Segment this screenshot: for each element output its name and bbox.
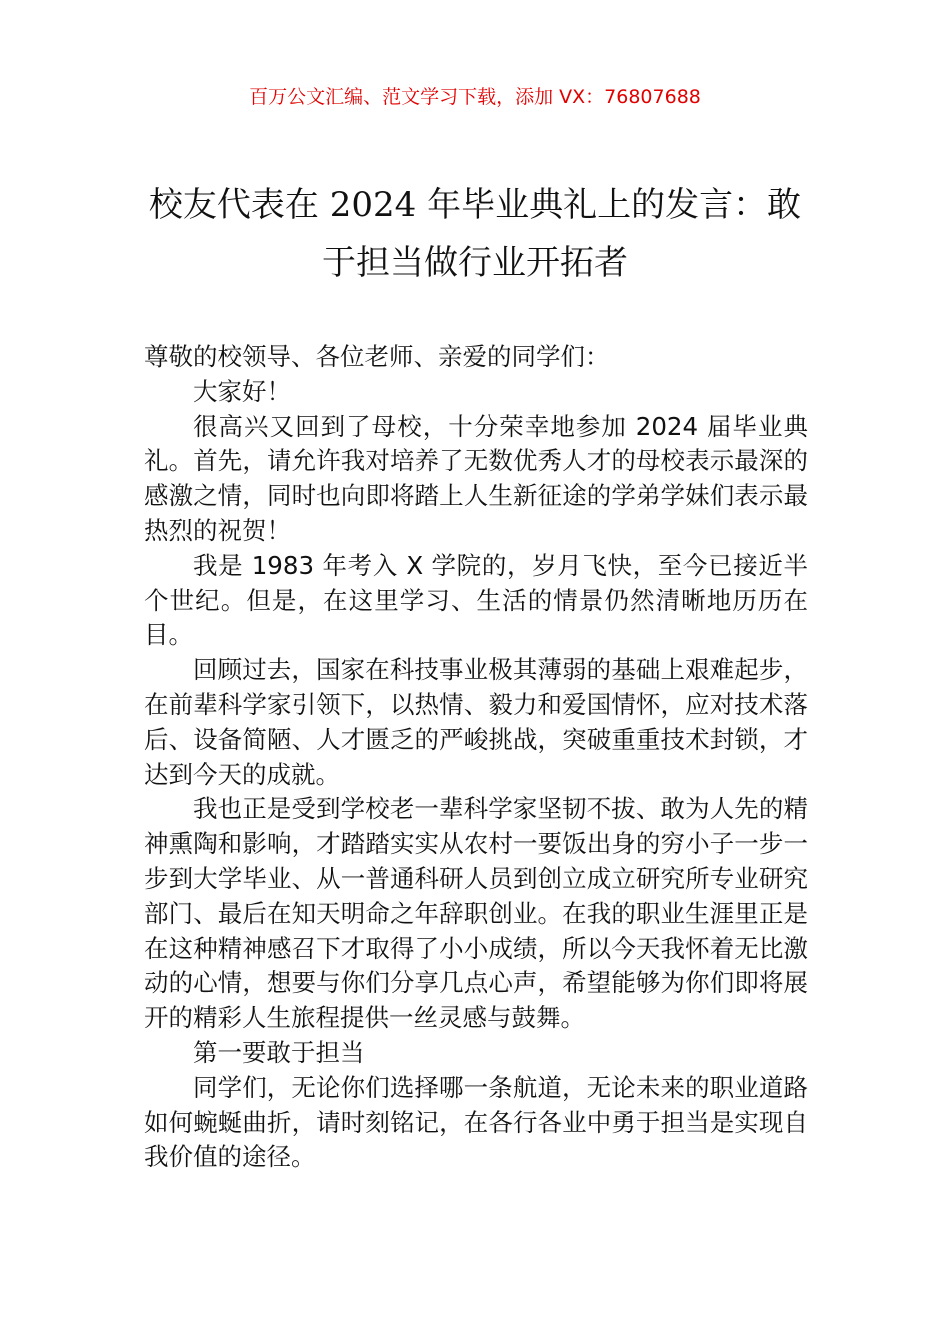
salutation: 尊敬的校领导、各位老师、亲爱的同学们： <box>144 342 610 371</box>
section-heading: 第一要敢于担当 <box>193 1037 365 1067</box>
paragraph-history: 我是 1983 年考入 X 学院的，岁月飞快，至今已接近半个世纪。但是，在这里学习、生活的情景仍然清晰地历历在目。 <box>144 550 808 650</box>
document-title <box>130 176 820 292</box>
paragraph-review: 回顾过去，国家在科技事业极其薄弱的基础上艰难起步，在前辈科学家引领下，以热情、毅力和爱国情怀，应对技术落后、设备简陋、人才匮乏的严峻挑战，突破重重技术封锁，才达到今天的成就。 <box>144 655 808 789</box>
paragraph-career: 我也正是受到学校老一辈科学家坚韧不拔、敢为人先的精神熏陶和影响，才踏踏实实从农村一要饭出身的穷小子一步一步到大学毕业、从一普通科研人员到创立成立研究所专业研究部门、最后在知天明命之年辞职创业。在我的职业生涯里正是在这种精神感召下才取得了小小成绩，所以今天我怀着无比激动的心情，想要与你们分享几点心声，希望能够为你们即将展开的精彩人生旅程提供一丝灵感与鼓舞。 <box>144 794 808 1033</box>
title-line-1: 校友代表在 2024 年毕业典礼上的发言：敢 <box>148 185 802 225</box>
paragraph-intro: 很高兴又回到了母校，十分荣幸地参加 2024 届毕业典礼。首先，请允许我对培养了无数优秀人才的母校表示最深的感激之情，同时也向即将踏上人生新征途的学弟学妹们表示最热烈的祝贺！ <box>144 411 808 545</box>
document-body <box>144 340 808 1175</box>
header-note: 百万公文汇编、范文学习下载，添加 VX：76807688 <box>249 86 701 108</box>
title-line-2: 于担当做行业开拓者 <box>322 243 628 283</box>
paragraph-greeting: 大家好！ <box>193 376 291 406</box>
paragraph-section-1: 同学们，无论你们选择哪一条航道，无论未来的职业道路如何蜿蜒曲折，请时刻铭记，在各行各业中勇于担当是实现自我价值的途径。 <box>144 1072 808 1172</box>
